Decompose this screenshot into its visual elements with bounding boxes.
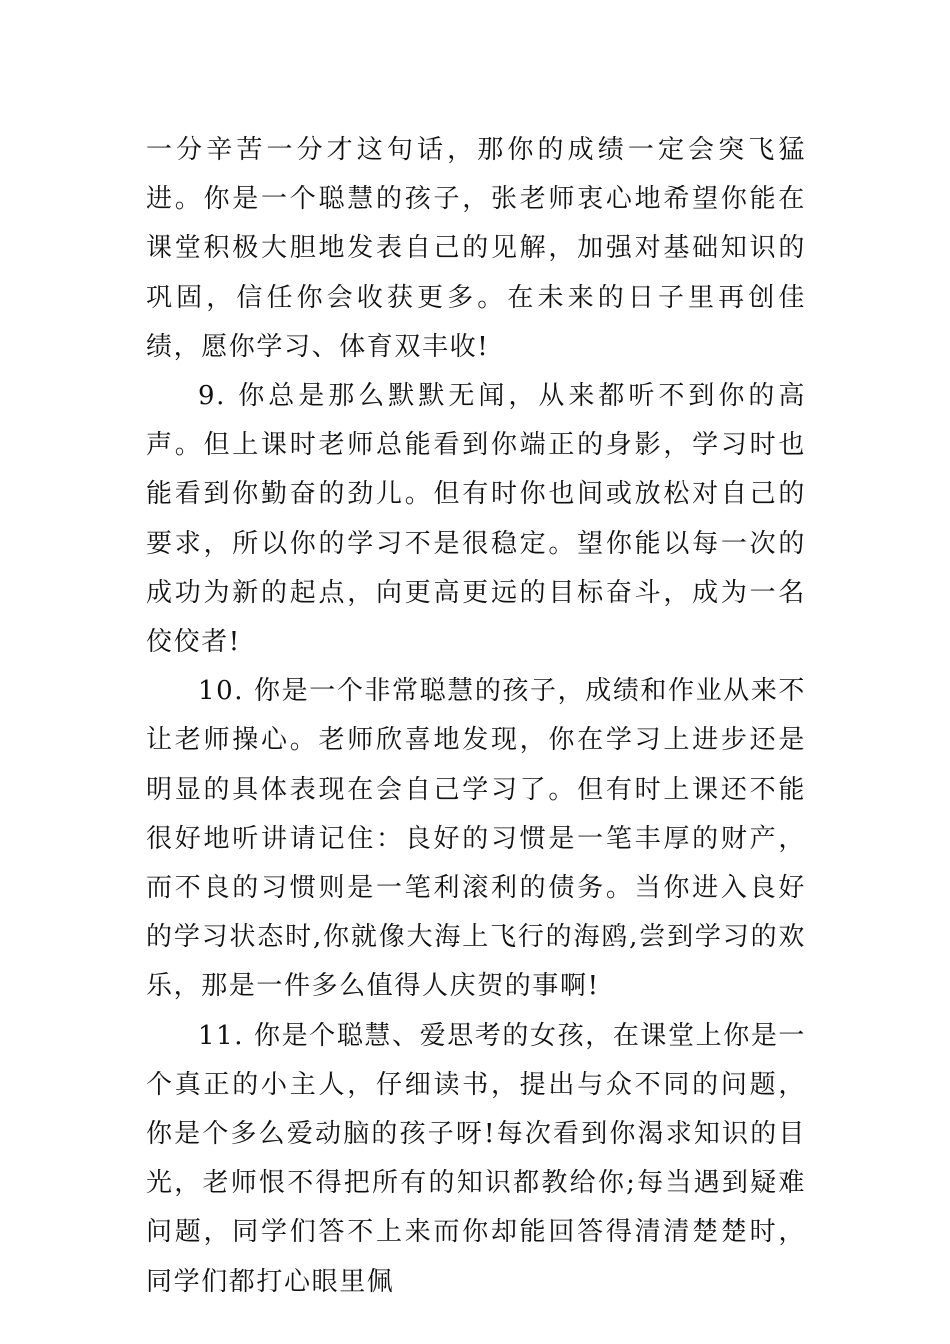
paragraph-item-11: 11. 你是个聪慧、爱思考的女孩，在课堂上你是一个真正的小主人，仔细读书，提出与众不同的问题，你是个多么爱动脑的孩子呀!每次看到你渴求知识的目光，老师恨不得把所有的知识都教给你;每当遇到疑难问题，同学们答不上来而你却能回答得清清楚楚时，同学们都打心眼里佩 <box>146 1020 807 1297</box>
paragraph-continued: 一分辛苦一分才这句话，那你的成绩一定会突飞猛进。你是一个聪慧的孩子，张老师衷心地希望你能在课堂积极大胆地发表自己的见解，加强对基础知识的巩固，信任你会收获更多。在未来的日子里再创佳绩，愿你学习、体育双丰收! <box>146 135 806 362</box>
paragraph-item-9: 9. 你总是那么默默无闻，从来都听不到你的高声。但上课时老师总能看到你端正的身影，学习时也能看到你勤奋的劲儿。但有时你也间或放松对自己的要求，所以你的学习不是很稳定。望你能以每一次的成功为新的起点，向更高更远的目标奋斗，成为一名佼佼者! <box>146 381 806 658</box>
paragraph-item-10: 10. 你是一个非常聪慧的孩子，成绩和作业从来不让老师操心。老师欣喜地发现，你在学习上进步还是明显的具体表现在会自己学习了。但有时上课还不能很好地听讲请记住：良好的习惯是一笔丰厚的财产，而不良的习惯则是一笔利滚利的债务。当你进入良好的学习状态时,你就像大海上飞行的海鸥,尝到学习的欢乐，那是一件多么值得人庆贺的事啊! <box>146 676 807 1002</box>
document-body <box>146 126 806 1307</box>
